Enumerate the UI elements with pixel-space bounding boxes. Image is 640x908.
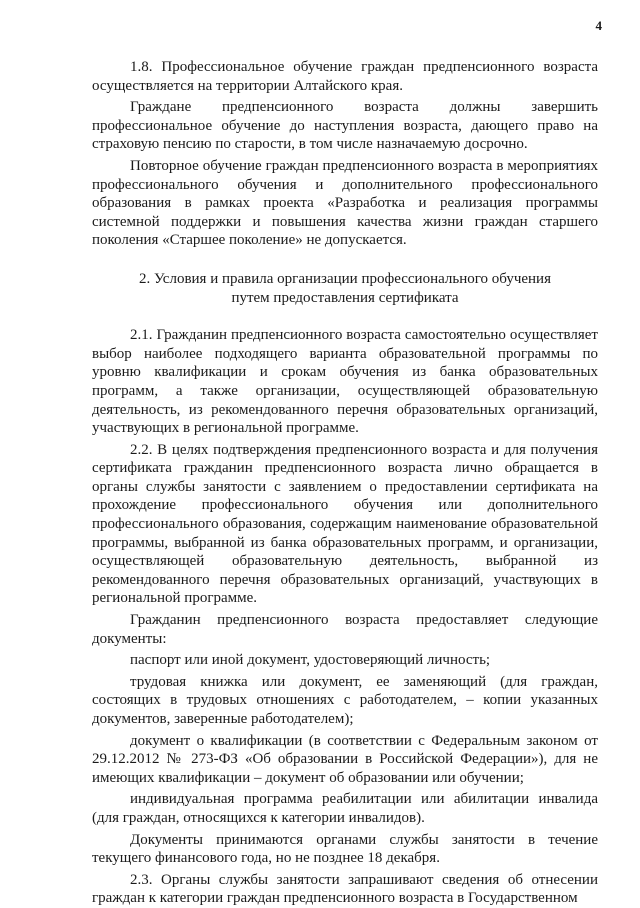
section-2-heading-line-1: 2. Условия и правила организации профессионального обучения [138, 270, 551, 287]
document-body [92, 58, 598, 908]
paragraph-documents-deadline: Документы принимаются органами службы занятости в течение текущего финансового года, но не позднее 18 декабря. [92, 831, 598, 867]
paragraph-2-3: 2.3. Органы службы занятости запрашивают сведения об отнесении граждан к категории граждан предпенсионного возраста в Государственном [92, 871, 598, 907]
section-2-heading-line-2: путем предоставления сертификата [231, 289, 459, 306]
paragraph-repeat-training: Повторное обучение граждан предпенсионного возраста в мероприятиях профессионального обучения и дополнительного профессионального образования в рамках проекта «Разработка и реализация программы системной поддержки и повышения качества жизни граждан старшего поколения «Старшее поколение» не допускается. [92, 157, 598, 249]
paragraph-2-2: 2.2. В целях подтверждения предпенсионного возраста и для получения сертификата гражданин предпенсионного возраста лично обращается в органы службы занятости с заявлением о предоставлении сертификата на прохождение профессионального обучения или дополнительного профессионального образования, содержащим наименование образовательной программы, выбранной из банка образовательных программ, и организации, осуществляющей образовательную деятельность, выбранной из рекомендованного перечня образовательных организаций, участвующих в региональной программе. [92, 441, 598, 607]
paragraph-documents-intro: Гражданин предпенсионного возраста предоставляет следующие документы: [92, 612, 598, 647]
page-number: 4 [595, 18, 602, 33]
section-2-heading [92, 270, 598, 307]
document-item-employment-book: трудовая книжка или документ, ее заменяющий (для граждан, состоящих в трудовых отношениях с работодателем, – копии указанных документов, заверенные работодателем); [92, 673, 598, 727]
document-item-passport: паспорт или иной документ, удостоверяющий личность; [130, 652, 491, 669]
document-item-qualification: документ о квалификации (в соответствии с Федеральным законом от 29.12.2012 № 273-ФЗ «Об образовании в Российской Федерации»), для не имеющих квалификации – документ об образовании или обучении; [92, 732, 598, 786]
document-item-rehabilitation-program: индивидуальная программа реабилитации или абилитации инвалида (для граждан, относящихся к категории инвалидов). [92, 791, 598, 826]
paragraph-completion-deadline: Граждане предпенсионного возраста должны завершить профессиональное обучение до наступления возраста, дающего право на страховую пенсию по старости, в том числе назначаемую досрочно. [92, 99, 598, 153]
paragraph-2-1: 2.1. Гражданин предпенсионного возраста самостоятельно осуществляет выбор наиболее подходящего варианта образовательной программы по уровню квалификации и срокам обучения из банка образовательных программ, а также организации, осуществляющей образовательную деятельность, из рекомендованного перечня образовательных организаций, участвующих в региональной программе. [92, 327, 598, 437]
paragraph-1-8: 1.8. Профессиональное обучение граждан предпенсионного возраста осуществляется на территории Алтайского края. [92, 59, 598, 94]
